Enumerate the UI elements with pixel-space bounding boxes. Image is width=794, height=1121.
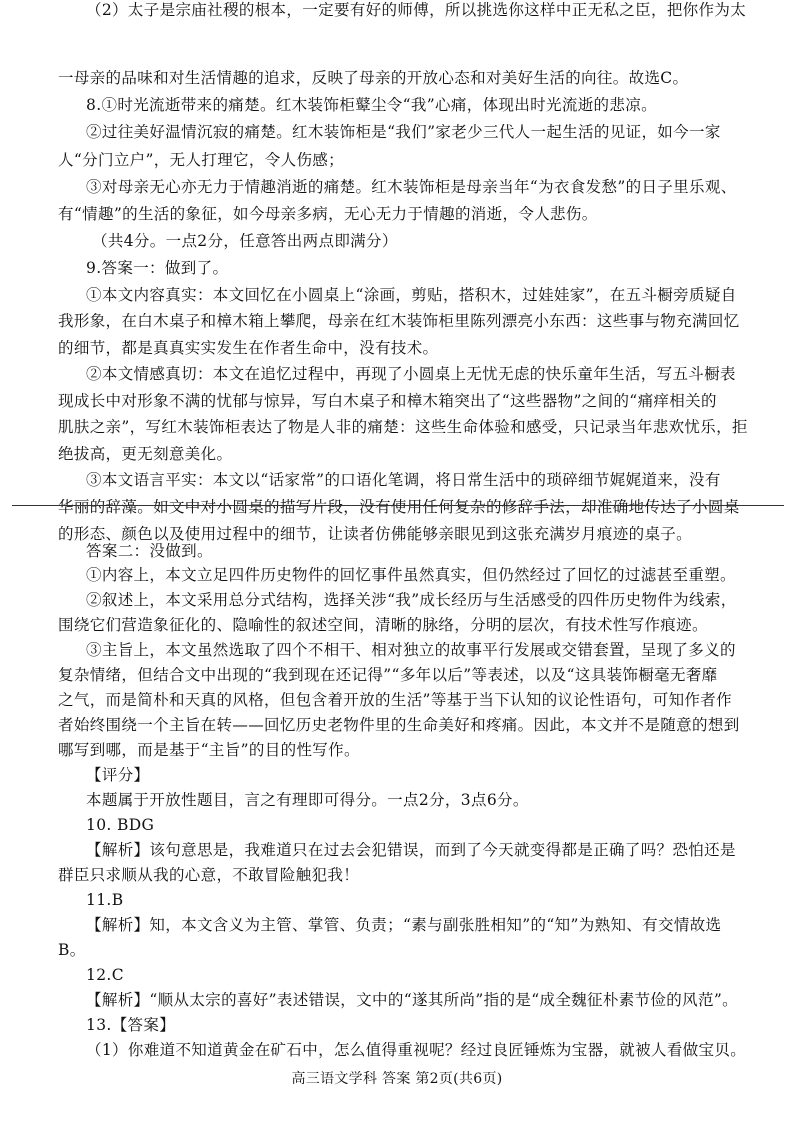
- text-line: 肌肤之亲”，写红木装饰柜表达了物是人非的痛楚：这些生命体验和感受，只记录当年悲欢忧乐，拒: [58, 418, 748, 436]
- text-line: ①内容上，本文立足四件历史物件的回忆事件虽然真实，但仍然经过了回忆的过滤甚至重塑。: [86, 566, 736, 584]
- text-line: 本题属于开放性题目，言之有理即可得分。一点2分，3点6分。: [86, 791, 529, 809]
- text-line: ③对母亲无心亦无力于情趣消逝的痛楚。红木装饰柜是母亲当年“为衣食发愁”的日子里乐观、: [86, 178, 737, 196]
- text-line: 复杂情绪，但结合文中出现的“我到现在还记得”“多年以后”等表述，以及“这具装饰橱毫无奢靡: [58, 666, 718, 684]
- text-line: ②过往美好温情沉寂的痛楚。红木装饰柜是“我们”家老少三代人一起生活的见证，如今一家: [86, 123, 721, 141]
- text-line: 有“情趣”的生活的象征，如今母亲多病，无心无力于情趣的消逝，令人悲伤。: [58, 205, 598, 223]
- text-line: 11.B: [86, 891, 124, 909]
- text-line: 【评分】: [86, 766, 150, 784]
- text-line: 12.C: [86, 966, 124, 984]
- text-line: 9.答案一：做到了。: [86, 259, 229, 277]
- text-line: B。: [58, 941, 86, 959]
- text-line: 绝拔高，更无刻意美化。: [58, 445, 233, 463]
- text-line: 者始终围绕一个主旨在转——回忆历史老物件里的生命美好和疼痛。因此，本文并不是随意的想到: [58, 716, 740, 734]
- text-line: 现成长中对形象不满的忧郁与惊异，写白木桌子和樟木箱突出了“这些器物”之间的“痛痒相关的: [58, 392, 717, 410]
- text-line: 【解析】“顺从太宗的喜好”表述错误，文中的“遂其所尚”指的是“成全魏征朴素节俭的风范”。: [86, 991, 738, 1009]
- text-line: ③主旨上，本文虽然选取了四个不相干、相对独立的故事平行发展或交错套置，呈现了多义的: [86, 641, 736, 659]
- page-divider: [12, 505, 784, 506]
- text-line: 8.①时光流逝带来的痛楚。红木装饰柜鼙尘令“我”心痛，体现出时光流逝的悲凉。: [86, 96, 657, 114]
- page-footer: 高三语文学科 答案 第2页(共6页): [291, 1071, 503, 1087]
- text-line: （共4分。一点2分，任意答出两点即满分）: [92, 232, 398, 250]
- text-line: 人“分门立户”，无人打理它，令人伤感；: [58, 151, 344, 169]
- text-line: 的细节，都是真真实实发生在作者生命中，没有技术。: [58, 339, 439, 357]
- text-line: 之气，而是简朴和天真的风格，但包含着开放的生活”等基于当下认知的议论性语句，可知作者作: [58, 691, 732, 709]
- text-line: 一母亲的品味和对生活情趣的追求，反映了母亲的开放心态和对美好生活的向往。故选C。: [58, 69, 689, 87]
- text-line: 的形态、颜色以及使用过程中的细节，让读者仿佛能够亲眼见到这张充满岁月痕迹的桌子。: [58, 525, 693, 543]
- text-line: 【解析】知，本文含义为主管、掌管、负责；“素与副张胜相知”的“知”为熟知、有交情故选: [86, 916, 722, 934]
- text-line: 哪写到哪，而是基于“主旨”的目的性写作。: [58, 741, 360, 759]
- text-line: ③本文语言平实：本文以“话家常”的口语化笔调，将日常生活中的琐碎细节娓娓道来，没有: [86, 471, 721, 489]
- text-line: ②本文情感真切：本文在追忆过程中，再现了小圆桌上无忧无虑的快乐童年生活，写五斗橱表: [86, 365, 736, 383]
- text-line: 群臣只求顺从我的心意，不敢冒险触犯我！: [58, 866, 360, 884]
- text-line: 围绕它们营造象征化的、隐喻性的叙述空间，清晰的脉络，分明的层次，有技术性写作痕迹。: [58, 616, 708, 634]
- text-line: ②叙述上，本文采用总分式结构，选择关涉“我”成长经历与生活感受的四件历史物件为线索，: [86, 591, 737, 609]
- text-line: 13.【答案】: [86, 1016, 176, 1034]
- text-line: 答案二：没做到。: [86, 542, 213, 560]
- text-line: 华丽的辞藻。如文中对小圆桌的描写片段，没有使用任何复杂的修辞手法，却准确地传达了小圆桌: [58, 498, 740, 516]
- text-line: ①本文内容真实：本文回忆在小圆桌上“涂画，剪贴，搭积木，过娃娃家”，在五斗橱旁质疑自: [86, 286, 737, 304]
- text-line: 10. BDG: [86, 816, 155, 834]
- text-line: （2）太子是宗庙社稷的根本，一定要有好的师傅，所以挑选你这样中正无私之臣，把你作为太: [86, 1, 747, 19]
- text-line: 【解析】该句意思是，我难道只在过去会犯错误，而到了今天就变得都是正确了吗？恐怕还是: [86, 841, 736, 859]
- text-line: 我形象，在白木桌子和樟木箱上攀爬，母亲在红木装饰柜里陈列漂亮小东西：这些事与物充满回忆: [58, 312, 740, 330]
- text-line: （1）你难道不知道黄金在矿石中，怎么值得重视呢？经过良匠锤炼为宝器，就被人看做宝贝。: [86, 1041, 747, 1059]
